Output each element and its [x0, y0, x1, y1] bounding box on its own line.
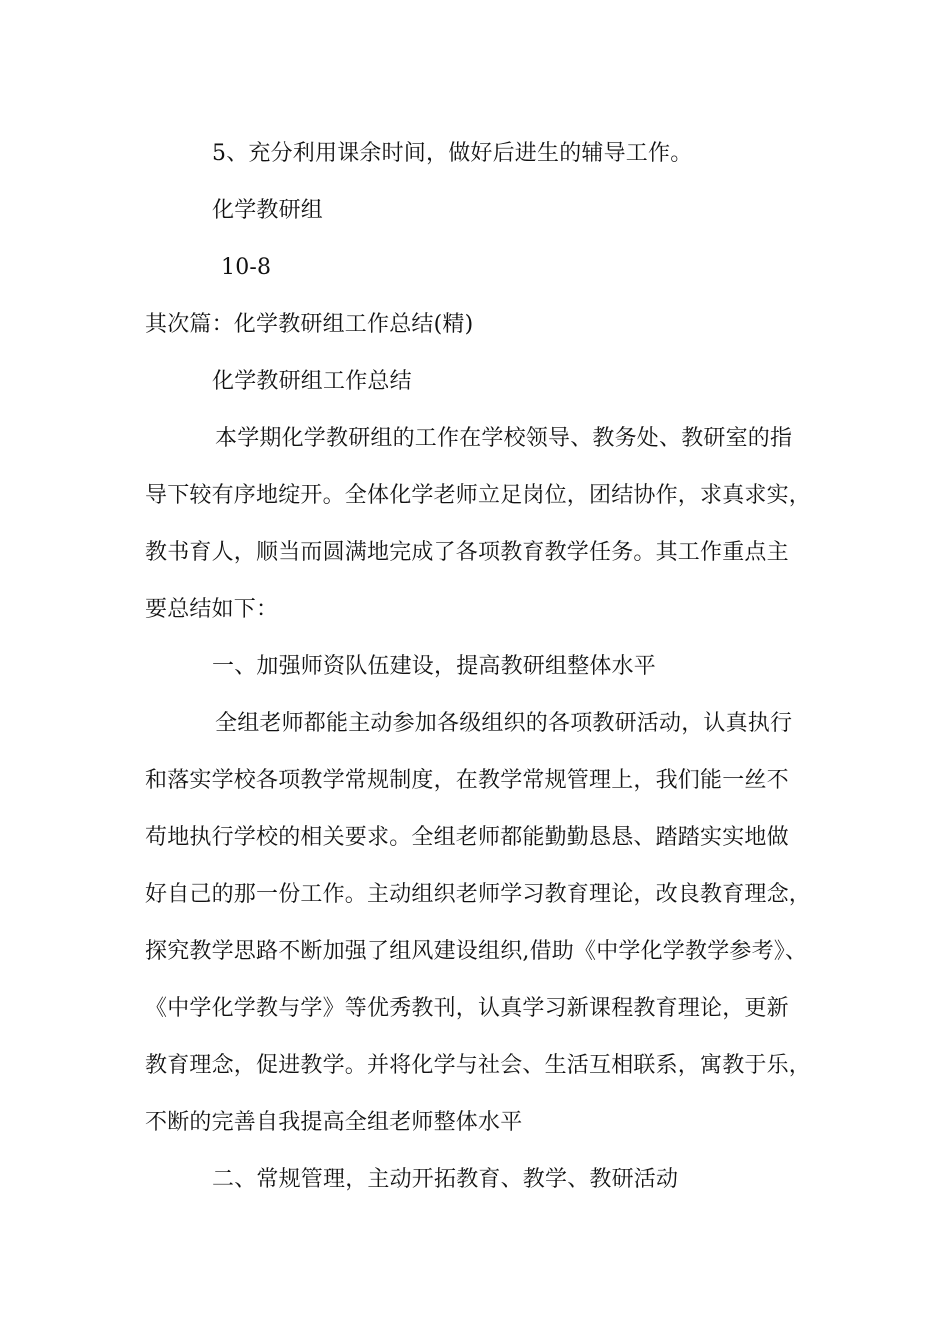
paragraph-line: 苟地执行学校的相关要求。全组老师都能勤勤恳恳、踏踏实实地做 — [145, 825, 789, 850]
section-heading-2: 二、常规管理，主动开拓教育、教学、教研活动 — [212, 1167, 679, 1192]
signature-group: 化学教研组 — [212, 198, 324, 223]
paragraph-line: 教育理念，促进教学。并将化学与社会、生活互相联系，寓教于乐， — [145, 1053, 812, 1078]
paragraph-line: 要总结如下： — [145, 597, 279, 622]
paragraph-line: 教书育人，顺当而圆满地完成了各项教育教学任务。其工作重点主 — [145, 540, 789, 565]
document-title: 化学教研组工作总结 — [212, 369, 412, 394]
signature-date: 10-8 — [221, 255, 272, 280]
paragraph-line: 本学期化学教研组的工作在学校领导、教务处、教研室的指 — [215, 426, 793, 451]
paragraph-line: 导下较有序地绽开。全体化学老师立足岗位，团结协作，求真求实， — [145, 483, 812, 508]
section-heading-1: 一、加强师资队伍建设，提高教研组整体水平 — [212, 654, 657, 679]
paragraph-line: 不断的完善自我提高全组老师整体水平 — [145, 1110, 523, 1135]
paragraph-line: 和落实学校各项教学常规制度，在教学常规管理上，我们能一丝不 — [145, 768, 789, 793]
paragraph-line: 探究教学思路不断加强了组风建设组织,借助《中学化学教学参考》、 — [145, 939, 808, 964]
paragraph-line: 《中学化学教与学》等优秀教刊，认真学习新课程教育理论，更新 — [145, 996, 789, 1021]
paragraph-line: 全组老师都能主动参加各级组织的各项教研活动，认真执行 — [215, 711, 793, 736]
list-item-5: 5、充分利用课余时间，做好后进生的辅导工作。 — [212, 141, 693, 166]
paragraph-line: 好自己的那一份工作。主动组织老师学习教育理论，改良教育理念， — [145, 882, 812, 907]
section-title: 其次篇：化学教研组工作总结(精) — [145, 312, 474, 337]
